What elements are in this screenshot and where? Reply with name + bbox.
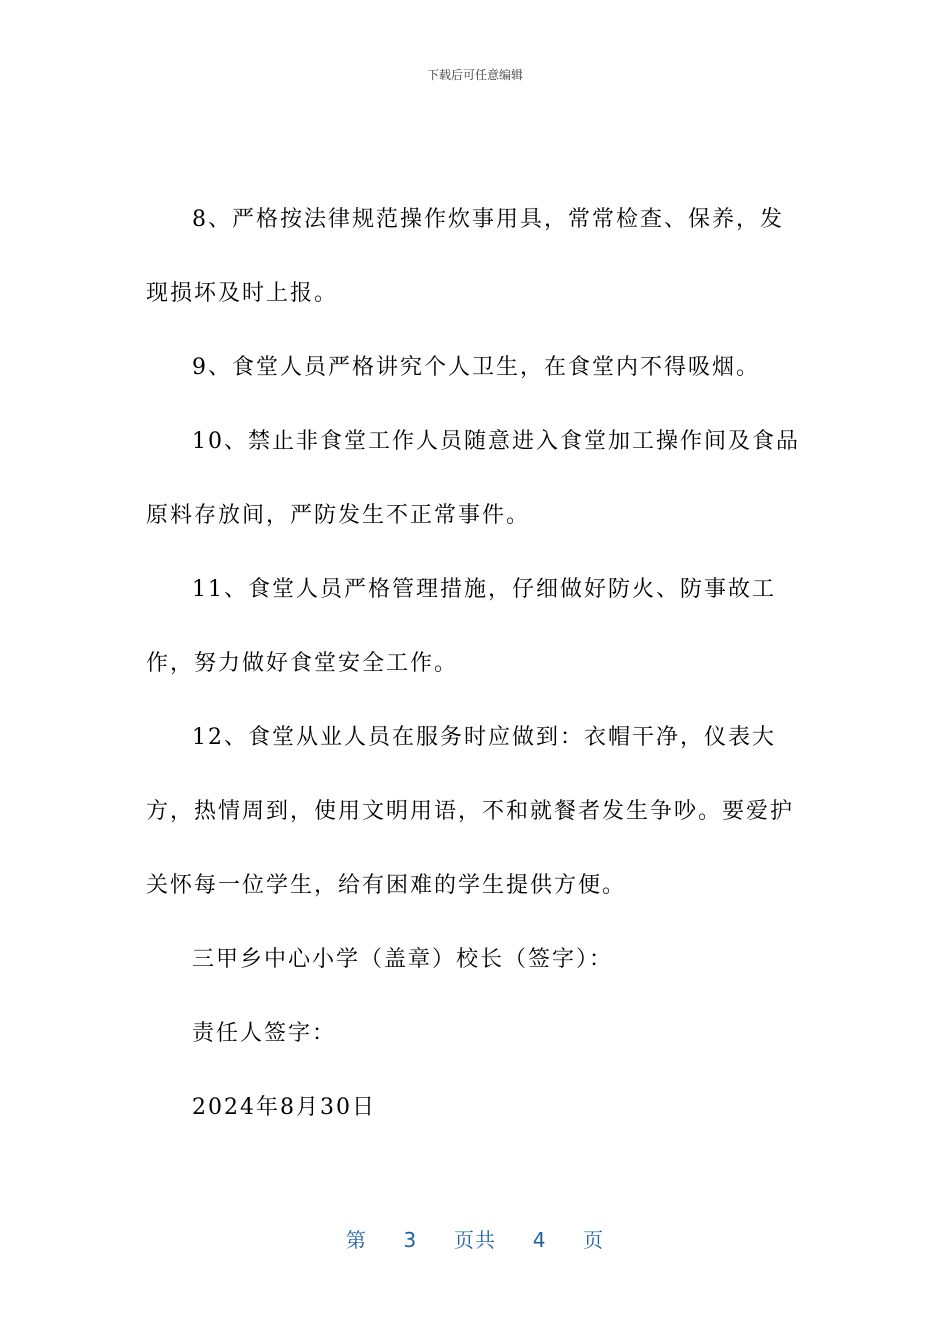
current-page-number: 3: [403, 1228, 418, 1252]
paragraph-item-10: 10、禁止非食堂工作人员随意进入食堂加工操作间及食品原料存放间，严防发生不正常事件。: [146, 429, 800, 528]
footer-middle: 页共: [454, 1228, 496, 1252]
total-pages-number: 4: [532, 1228, 547, 1252]
footer-suffix: 页: [583, 1228, 605, 1252]
school-signature-line: 三甲乡中心小学（盖章）校长（签字）：: [192, 947, 614, 972]
paragraph-item-8: 8、严格按法律规范操作炊事用具，常常检查、保养，发现损坏及时上报。: [146, 207, 784, 306]
document-date: 2024年8月30日: [192, 1095, 376, 1120]
paragraph-item-12: 12、食堂从业人员在服务时应做到：衣帽干净，仪表大方，热情周到，使用文明用语，不和就餐者发生争吵。要爱护关怀每一位学生，给有困难的学生提供方便。: [146, 725, 795, 898]
paragraph-item-9: 9、食堂人员严格讲究个人卫生，在食堂内不得吸烟。: [192, 355, 760, 380]
document-body: [146, 183, 806, 1145]
footer-prefix: 第: [345, 1228, 367, 1252]
responsible-signature-line: 责任人签字：: [192, 1021, 337, 1046]
page-footer: [0, 1224, 950, 1253]
page-header: 下载后可任意编辑: [426, 68, 523, 82]
paragraph-item-11: 11、食堂人员严格管理措施，仔细做好防火、防事故工作，努力做好食堂安全工作。: [146, 577, 776, 676]
